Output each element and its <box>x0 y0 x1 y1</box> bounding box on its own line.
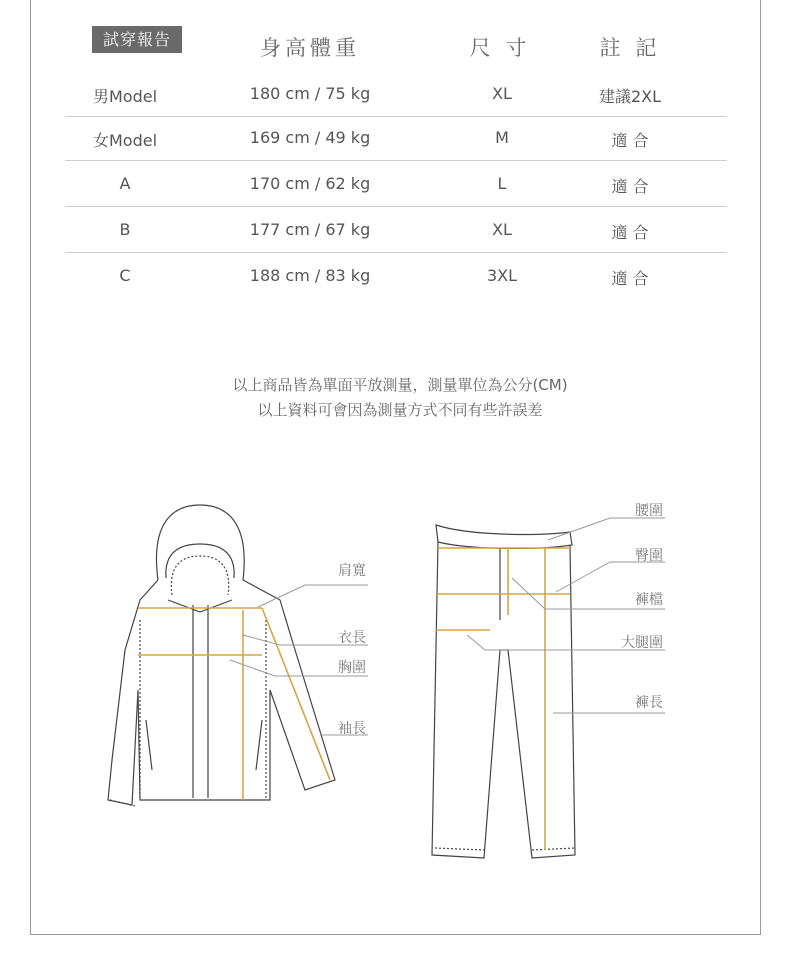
measurement-note-2: 以上資料可會因為測量方式不同有些許誤差 <box>257 401 543 419</box>
row-note: 適 合 <box>611 269 649 288</box>
row-name: 女Model <box>92 131 158 150</box>
label-rise: 褲檔 <box>635 592 663 608</box>
header-height-weight: 身高體重 <box>260 36 360 60</box>
label-sleeve-length: 袖長 <box>338 721 366 737</box>
row-size: L <box>497 174 507 193</box>
label-pants-length: 褲長 <box>635 695 663 711</box>
label-length: 衣長 <box>338 630 366 646</box>
header-size: 尺 寸 <box>469 36 531 60</box>
row-name: C <box>119 266 131 285</box>
row-note: 適 合 <box>611 177 649 196</box>
label-hip: 臀圍 <box>635 548 663 564</box>
row-size: XL <box>492 84 512 103</box>
row-name: 男Model <box>92 87 158 106</box>
row-height-weight: 169 cm / 49 kg <box>249 128 371 147</box>
row-size: M <box>495 128 509 147</box>
label-shoulder-width: 肩寬 <box>338 563 366 579</box>
row-size: XL <box>492 220 512 239</box>
label-waist: 腰圍 <box>635 503 663 519</box>
row-height-weight: 170 cm / 62 kg <box>249 174 371 193</box>
row-name: B <box>119 220 131 239</box>
label-chest: 胸圍 <box>338 660 366 676</box>
pants-illustration <box>432 525 575 858</box>
label-thigh: 大腿圍 <box>621 635 663 651</box>
fitting-report-badge: 試穿報告 <box>92 26 182 53</box>
row-note: 適 合 <box>611 223 649 242</box>
row-height-weight: 188 cm / 83 kg <box>249 266 371 285</box>
row-note: 適 合 <box>611 131 649 150</box>
header-note: 註 記 <box>599 36 661 60</box>
measurement-note-1: 以上商品皆為單面平放測量，測量單位為公分(CM) <box>232 376 568 394</box>
row-height-weight: 180 cm / 75 kg <box>249 84 371 103</box>
row-note: 建議2XL <box>598 87 662 106</box>
row-height-weight: 177 cm / 67 kg <box>249 220 371 239</box>
row-name: A <box>119 174 131 193</box>
row-size: 3XL <box>486 266 518 285</box>
pants-measure-lines <box>436 548 570 850</box>
